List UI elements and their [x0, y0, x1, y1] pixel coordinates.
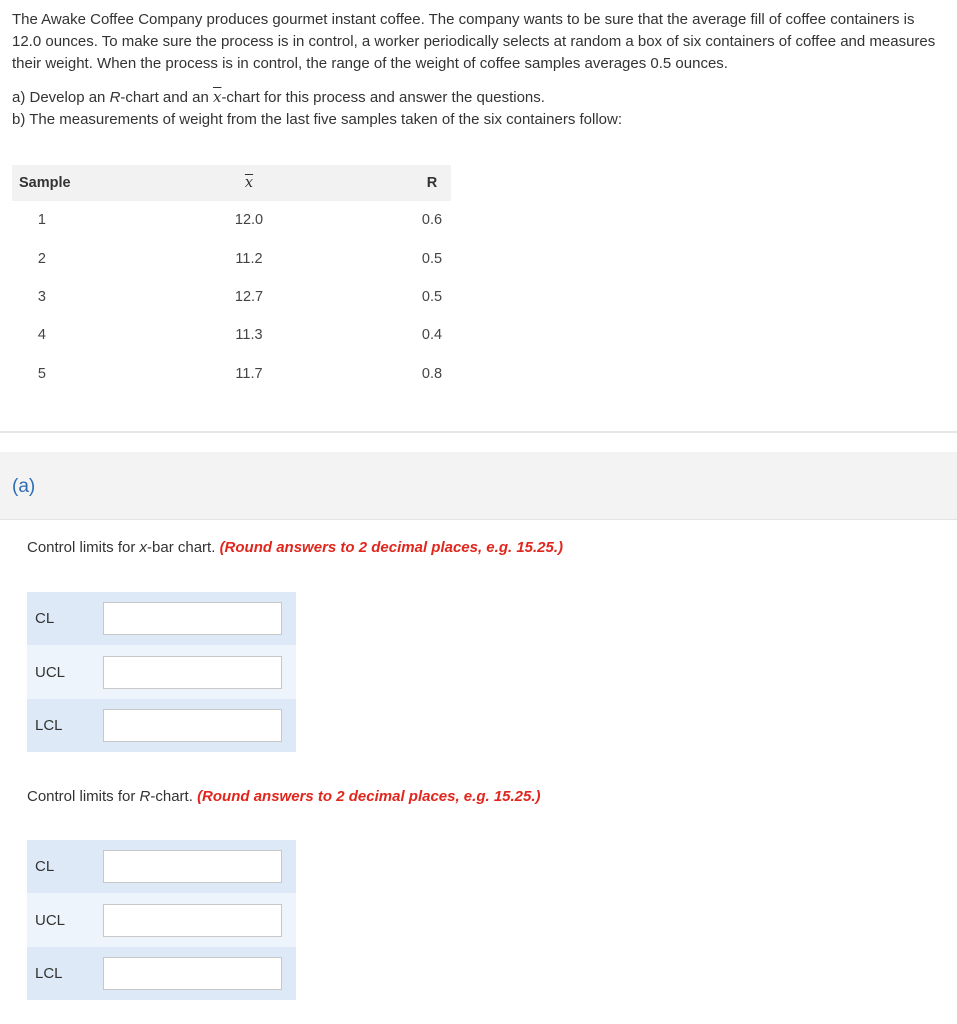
- header-range: R: [413, 165, 451, 201]
- problem-intro: The Awake Coffee Company produces gourmet instant coffee. The company wants to be sure that the average fill of coffee containers is 12.0 ounces. To make sure the process is in control, a worker periodically selects at random a box of six containers of coffee and measures their weight. When the process is in control, the range of the weight of coffee samples averages 0.5 ounces.: [12, 11, 936, 72]
- r-row-lcl: [27, 947, 296, 1000]
- part-a-label: (a): [12, 476, 36, 497]
- range-cell: 0.5: [421, 288, 443, 305]
- sample-data-table: [12, 165, 451, 393]
- table-row: [12, 278, 451, 316]
- r-rounding-note: (Round answers to 2 decimal places, e.g. 15.25.): [197, 788, 541, 805]
- r-label-cl: CL: [35, 858, 55, 876]
- xbar-cell: 11.2: [235, 250, 263, 267]
- table-row: [12, 316, 451, 354]
- r-instruction-suffix: -chart.: [150, 788, 198, 805]
- r-instruction-prefix: Control limits for: [27, 788, 140, 805]
- xbar-cell: 11.3: [235, 327, 263, 344]
- xbar-ucl-input[interactable]: [103, 656, 282, 689]
- range-cell: 0.5: [421, 250, 443, 267]
- r-row-ucl: [27, 893, 296, 946]
- xbar-limits-panel: [27, 592, 296, 752]
- part-a-xbar-var: $\overline{x}$: [212, 88, 222, 106]
- xbar-instruction-prefix: Control limits for: [27, 539, 140, 556]
- xbar-row-lcl: [27, 699, 296, 752]
- xbar-rounding-note: (Round answers to 2 decimal places, e.g. 15.25.): [219, 539, 564, 556]
- sample-cell: 3: [37, 288, 46, 305]
- table-row: [12, 239, 451, 277]
- table-row: [12, 355, 451, 393]
- xbar-instruction: [27, 539, 563, 556]
- xbar-row-ucl: [27, 645, 296, 698]
- r-label-lcl: LCL: [35, 964, 63, 982]
- sample-cell: 5: [37, 365, 46, 382]
- part-a-r-var: R: [109, 89, 121, 106]
- xbar-label-cl: CL: [35, 610, 55, 628]
- r-lcl-input[interactable]: [103, 957, 282, 990]
- xbar-cell: 12.0: [234, 212, 264, 229]
- r-limits-panel: [27, 840, 296, 1000]
- part-a-suffix: -chart for this process and answer the questions.: [221, 89, 545, 106]
- xbar-cl-input[interactable]: [103, 602, 282, 635]
- r-ucl-input[interactable]: [103, 904, 282, 937]
- xbar-label-lcl: LCL: [35, 716, 63, 734]
- r-cl-input[interactable]: [103, 850, 282, 883]
- problem-part-b: b) The measurements of weight from the last five samples taken of the six containers follow:: [12, 111, 623, 128]
- xbar-instruction-var: x: [139, 539, 148, 556]
- problem-part-a: [12, 86, 947, 109]
- header-sample: Sample: [12, 165, 80, 201]
- r-instruction-var: R: [139, 788, 151, 805]
- part-a-mid: -chart and an: [120, 89, 213, 106]
- table-row: [12, 201, 451, 239]
- xbar-label-ucl: UCL: [35, 663, 66, 681]
- xbar-instruction-suffix: -bar chart.: [147, 539, 220, 556]
- sample-cell: 4: [37, 327, 46, 344]
- part-a-band: [0, 452, 957, 520]
- xbar-cell: 12.7: [234, 288, 264, 305]
- xbar-lcl-input[interactable]: [103, 709, 282, 742]
- range-cell: 0.4: [421, 327, 443, 344]
- header-xbar: $\overline{x}$: [244, 175, 254, 191]
- table-header-row: [12, 165, 451, 201]
- r-instruction: [27, 788, 541, 805]
- part-a-prefix: a) Develop an: [12, 89, 110, 106]
- range-cell: 0.6: [421, 212, 443, 229]
- xbar-cell: 11.7: [235, 365, 263, 382]
- sample-cell: 1: [37, 212, 46, 229]
- sample-cell: 2: [37, 250, 46, 267]
- range-cell: 0.8: [421, 365, 443, 382]
- section-divider: [0, 431, 957, 433]
- problem-statement: [12, 9, 947, 131]
- xbar-row-cl: [27, 592, 296, 645]
- r-label-ucl: UCL: [35, 911, 66, 929]
- r-row-cl: [27, 840, 296, 893]
